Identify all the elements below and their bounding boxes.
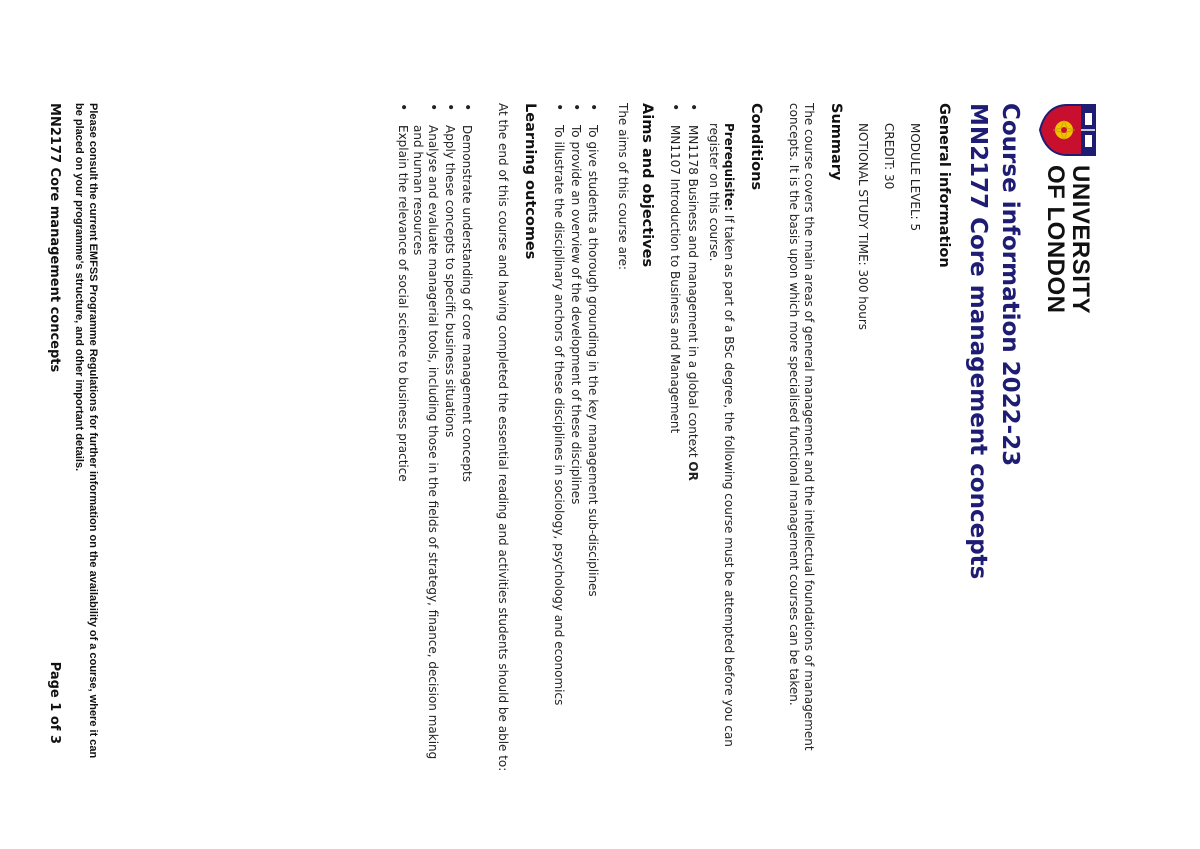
condition-or: OR (686, 461, 700, 481)
outcome-item: Apply these concepts to specific business situations (443, 125, 457, 438)
outcome-item: Explain the relevance of social science to business practice (396, 125, 410, 482)
logo-line-2: OF LONDON (1042, 165, 1069, 314)
condition-item-1: MN1178 Business and management in a global context (686, 125, 700, 462)
footer-page-number: Page 1 of 3 (47, 661, 62, 744)
page-subtitle: MN2177 Core management concepts (965, 103, 991, 580)
outcome-item: Demonstrate understanding of core management concepts (460, 125, 474, 482)
aim-item: To give students a thorough grounding in the key management sub-disciplines (586, 125, 600, 597)
outcomes-intro: At the end of this course and having completed the essential reading and activities students should be able to: (496, 103, 510, 772)
bullet-icon: • (551, 103, 567, 112)
prerequisite-text (706, 123, 736, 773)
bullet-icon: • (395, 103, 411, 112)
footer-note: Please consult the current EMFSS Programme Regulations for further information on the availability of a course, where it can be placed on your programme's structure, and other important details. (73, 103, 99, 759)
module-level: MODULE LEVEL: 5 (908, 123, 922, 232)
summary-text: The course covers the main areas of general management and the intellectual foundations of management concepts. It is the basis upon which more specialised functional management courses can be taken. (787, 103, 816, 751)
aims-heading: Aims and objectives (639, 103, 655, 268)
page-title: Course information 2022-23 (997, 103, 1023, 467)
aim-item: To illustrate the disciplinary anchors of these disciplines in sociology, psychology and economics (552, 125, 566, 706)
prerequisite-body: If taken as part of a BSc degree, the following course must be attempted before you can register on this course. (707, 123, 736, 747)
credit: CREDIT: 30 (882, 123, 896, 190)
bullet-icon: • (442, 103, 458, 112)
aim-item: To provide an overview of the development of these disciplines (569, 125, 583, 505)
bullet-icon: • (585, 103, 601, 112)
condition-item-2: MN1107 Introduction to Business and Management (668, 125, 682, 434)
bullet-icon: • (685, 103, 701, 112)
footer-course: MN2177 Core management concepts (47, 103, 62, 373)
crest-icon (1039, 103, 1097, 157)
conditions-heading: Conditions (748, 103, 764, 191)
outcome-item: Analyse and evaluate managerial tools, including those in the fields of strategy, finance, decision making and human resources (411, 125, 440, 760)
aims-intro: The aims of this course are: (616, 103, 630, 271)
bullet-icon: • (667, 103, 683, 112)
university-logo (1037, 103, 1097, 323)
bullet-icon: • (568, 103, 584, 112)
logo-line-1: UNIVERSITY (1067, 165, 1094, 315)
outcomes-heading: Learning outcomes (522, 103, 538, 260)
summary-heading: Summary (828, 103, 844, 181)
prerequisite-label: Prerequisite: (722, 123, 736, 212)
general-heading: General information (936, 103, 952, 268)
study-time: NOTIONAL STUDY TIME: 300 hours (856, 123, 870, 330)
bullet-icon: • (459, 103, 475, 112)
bullet-icon: • (425, 103, 441, 112)
